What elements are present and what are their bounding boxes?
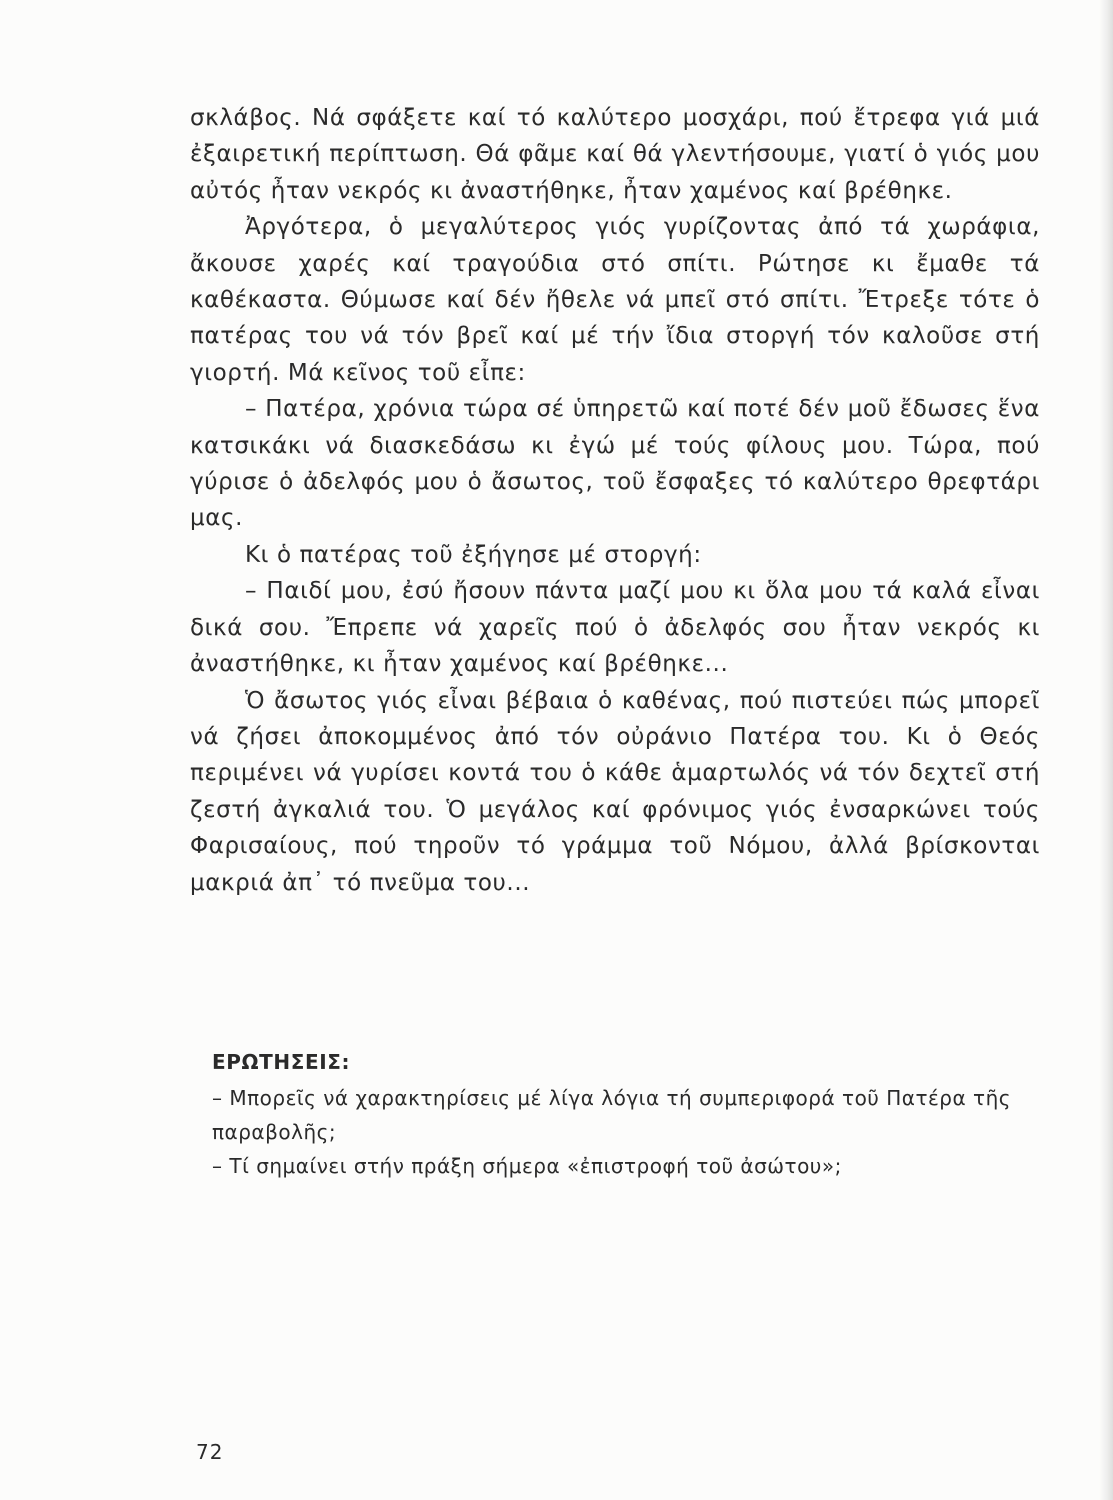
questions-section (212, 1045, 1032, 1183)
main-text (190, 100, 1040, 901)
paragraph-3: – Πατέρα, χρόνια τώρα σέ ὑπηρετῶ καί ποτέ δέν μοῦ ἔδωσες ἕνα κατσικάκι νά διασκεδάσω κι ἐγώ μέ τούς φίλους μου. Τώρα, πού γύρισε ὁ ἀδελφός μου ὁ ἄσωτος, τοῦ ἔσφαξες τό καλύτερο θρεφτάρι μας. (190, 396, 1040, 532)
question-2: – Τί σημαίνει στήν πράξη σήμερα «ἐπιστροφή τοῦ ἀσώτου»; (212, 1154, 842, 1178)
questions-heading: ΕΡΩΤΗΣΕΙΣ: (212, 1050, 351, 1074)
paragraph-5: – Παιδί μου, ἐσύ ἤσουν πάντα μαζί μου κι ὅλα μου τά καλά εἶναι δικά σου. Ἔπρεπε νά χαρεῖς πού ὁ ἀδελφός σου ἦταν νεκρός κι ἀναστήθηκε, κι ἦταν χαμένος καί βρέθηκε... (190, 578, 1040, 678)
page-number: 72 (196, 1440, 224, 1464)
question-1: – Μπορεῖς νά χαρακτηρίσεις μέ λίγα λόγια τή συμπεριφορά τοῦ Πατέρα τῆς παραβολῆς; (212, 1086, 1011, 1144)
paragraph-4: Κι ὁ πατέρας τοῦ ἐξήγησε μέ στοργή: (245, 541, 702, 568)
paragraph-6: Ὁ ἄσωτος γιός εἶναι βέβαια ὁ καθένας, πού πιστεύει πώς μπορεῖ νά ζήσει ἀποκομμένος ἀπό τόν οὐράνιο Πατέρα του. Κι ὁ Θεός περιμένει νά γυρίσει κοντά του ὁ κάθε ἁμαρτωλός νά τόν δεχτεῖ στή ζεστή ἀγκαλιά του. Ὁ μεγάλος καί φρόνιμος γιός ἐνσαρκώνει τούς Φαρισαίους, πού τηροῦν τό γράμμα τοῦ Νόμου, ἀλλά βρίσκονται μακριά ἀπ᾽ τό πνεῦμα του... (190, 687, 1040, 896)
paragraph-2: Ἀργότερα, ὁ μεγαλύτερος γιός γυρίζοντας ἀπό τά χωράφια, ἄκουσε χαρές καί τραγούδια στό σπίτι. Ρώτησε κι ἔμαθε τά καθέκαστα. Θύμωσε καί δέν ἤθελε νά μπεῖ στό σπίτι. Ἔτρεξε τότε ὁ πατέρας του νά τόν βρεῖ καί μέ τήν ἴδια στοργή τόν καλοῦσε στή γιορτή. Μά κεῖνος τοῦ εἶπε: (190, 214, 1040, 386)
page-edge-shadow (1099, 0, 1113, 1500)
paragraph-1: σκλάβος. Νά σφάξετε καί τό καλύτερο μοσχάρι, πού ἔτρεφα γιά μιά ἐξαιρετική περίπτωση. Θά φᾶμε καί θά γλεντήσουμε, γιατί ὁ γιός μου αὐτός ἦταν νεκρός κι ἀναστήθηκε, ἦταν χαμένος καί βρέθηκε. (190, 105, 1040, 204)
